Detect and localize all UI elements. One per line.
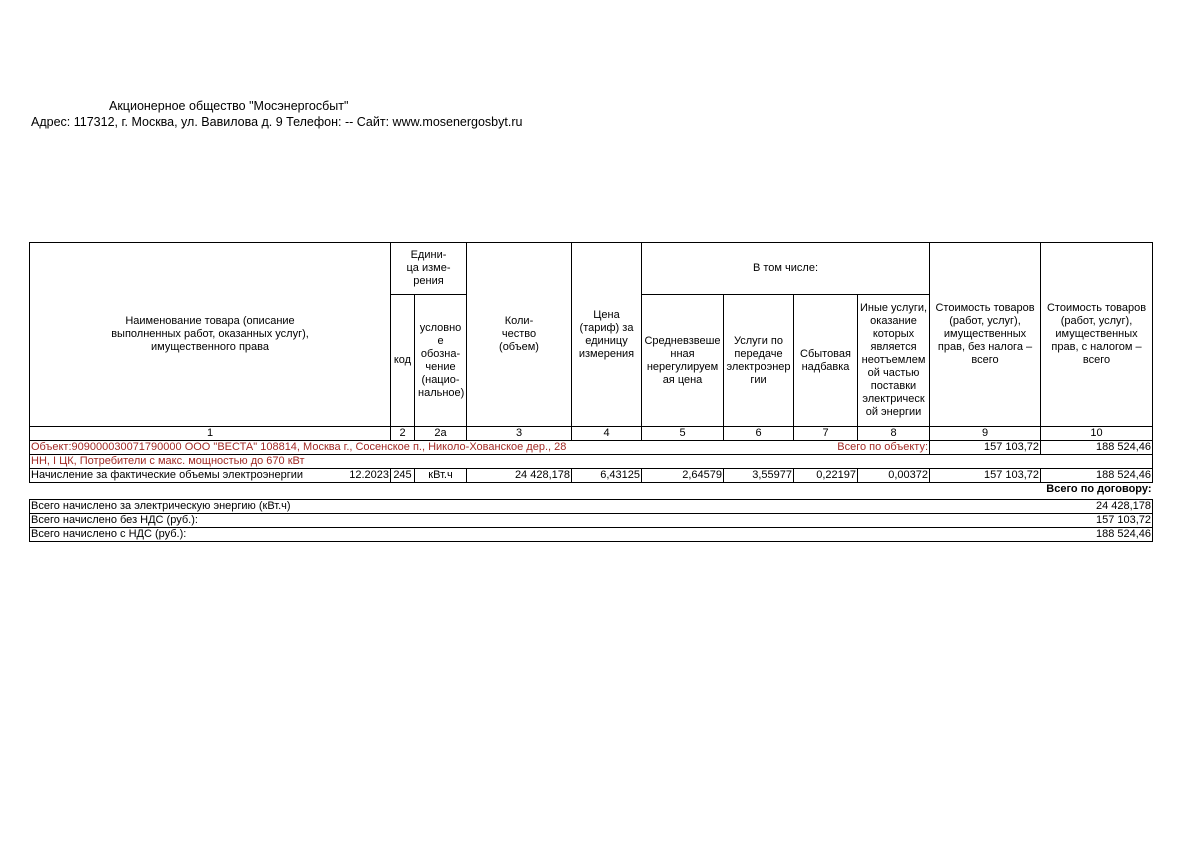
summary-label: Всего начислено без НДС (руб.): xyxy=(30,513,1041,527)
column-number: 8 xyxy=(858,427,930,441)
column-number: 2 xyxy=(391,427,415,441)
header-price: Цена (тариф) за единицу измерения xyxy=(572,243,642,427)
object-row xyxy=(30,441,1153,455)
row-other-services: 0,00372 xyxy=(858,469,930,483)
row-avg-price: 2,64579 xyxy=(642,469,724,483)
header-including: В том числе: xyxy=(642,243,930,295)
header-cost-without-tax: Стоимость товаров (работ, услуг), имущественных прав, без налога – всего xyxy=(930,243,1041,427)
column-number: 9 xyxy=(930,427,1041,441)
summary-value: 188 524,46 xyxy=(1041,527,1153,541)
header-avg-price: Средневзвеше нная нерегулируем ая цена xyxy=(642,295,724,427)
column-number: 2а xyxy=(415,427,467,441)
header-sales-markup: Сбытовая надбавка xyxy=(794,295,858,427)
header-cost-with-tax: Стоимость товаров (работ, услуг), имущественных прав, с налогом – всего xyxy=(1041,243,1153,427)
column-number: 7 xyxy=(794,427,858,441)
row-transfer-services: 3,55977 xyxy=(724,469,794,483)
data-row xyxy=(30,469,1153,483)
header-transfer-services: Услуги по передаче электроэнер гии xyxy=(724,295,794,427)
summary-label: Всего начислено с НДС (руб.): xyxy=(30,527,1041,541)
row-sales-markup: 0,22197 xyxy=(794,469,858,483)
row-cost-without-tax: 157 103,72 xyxy=(930,469,1041,483)
column-number: 3 xyxy=(467,427,572,441)
column-number: 4 xyxy=(572,427,642,441)
header-name: Наименование товара (описание выполненных работ, оказанных услуг), имущественного права xyxy=(30,243,391,427)
summary-row xyxy=(30,513,1153,527)
summary-row xyxy=(30,499,1153,513)
category-row: НН, I ЦК, Потребители с макс. мощностью до 670 кВт xyxy=(30,455,1153,469)
row-unit-symbol: кВт.ч xyxy=(415,469,467,483)
column-number: 6 xyxy=(724,427,794,441)
row-price: 6,43125 xyxy=(572,469,642,483)
row-name: Начисление за фактические объемы электроэнергии xyxy=(31,469,304,481)
object-label: Объект:909000030071790000 ООО "ВЕСТА" 108814, Москва г., Сосенское п., Николо-Хованское дер., 28 xyxy=(31,441,567,453)
header-quantity: Коли- чество (объем) xyxy=(467,243,572,427)
header-unit: Едини- ца изме- рения xyxy=(391,243,467,295)
contract-total-label: Всего по договору: xyxy=(1046,483,1152,496)
summary-label: Всего начислено за электрическую энергию (кВт.ч) xyxy=(30,499,1041,513)
object-cost-without-tax: 157 103,72 xyxy=(930,441,1041,455)
company-address: Адрес: 117312, г. Москва, ул. Вавилова д. 9 Телефон: -- Сайт: www.mosenergosbyt.ru xyxy=(31,115,523,129)
object-total-label: Всего по объекту: xyxy=(837,441,929,453)
column-number: 5 xyxy=(642,427,724,441)
row-unit-code: 245 xyxy=(391,469,415,483)
column-number: 10 xyxy=(1041,427,1153,441)
summary-row xyxy=(30,527,1153,541)
object-cell xyxy=(30,441,930,455)
row-quantity: 24 428,178 xyxy=(467,469,572,483)
row-cost-with-tax: 188 524,46 xyxy=(1041,469,1153,483)
summary-value: 24 428,178 xyxy=(1041,499,1153,513)
object-cost-with-tax: 188 524,46 xyxy=(1041,441,1153,455)
header-unit-symbol: условно е обозна- чение (нацио- нальное) xyxy=(415,295,467,427)
row-name-cell xyxy=(30,469,391,483)
row-period: 12.2023 xyxy=(349,469,389,481)
column-number: 1 xyxy=(30,427,391,441)
company-name: Акционерное общество "Мосэнергосбыт" xyxy=(109,99,349,113)
header-unit-code: код xyxy=(391,295,415,427)
invoice-table xyxy=(29,242,1153,542)
summary-value: 157 103,72 xyxy=(1041,513,1153,527)
header-other-services: Иные услуги, оказание которых является неотъемлем ой частью поставки электрическ ой энергии xyxy=(858,295,930,427)
